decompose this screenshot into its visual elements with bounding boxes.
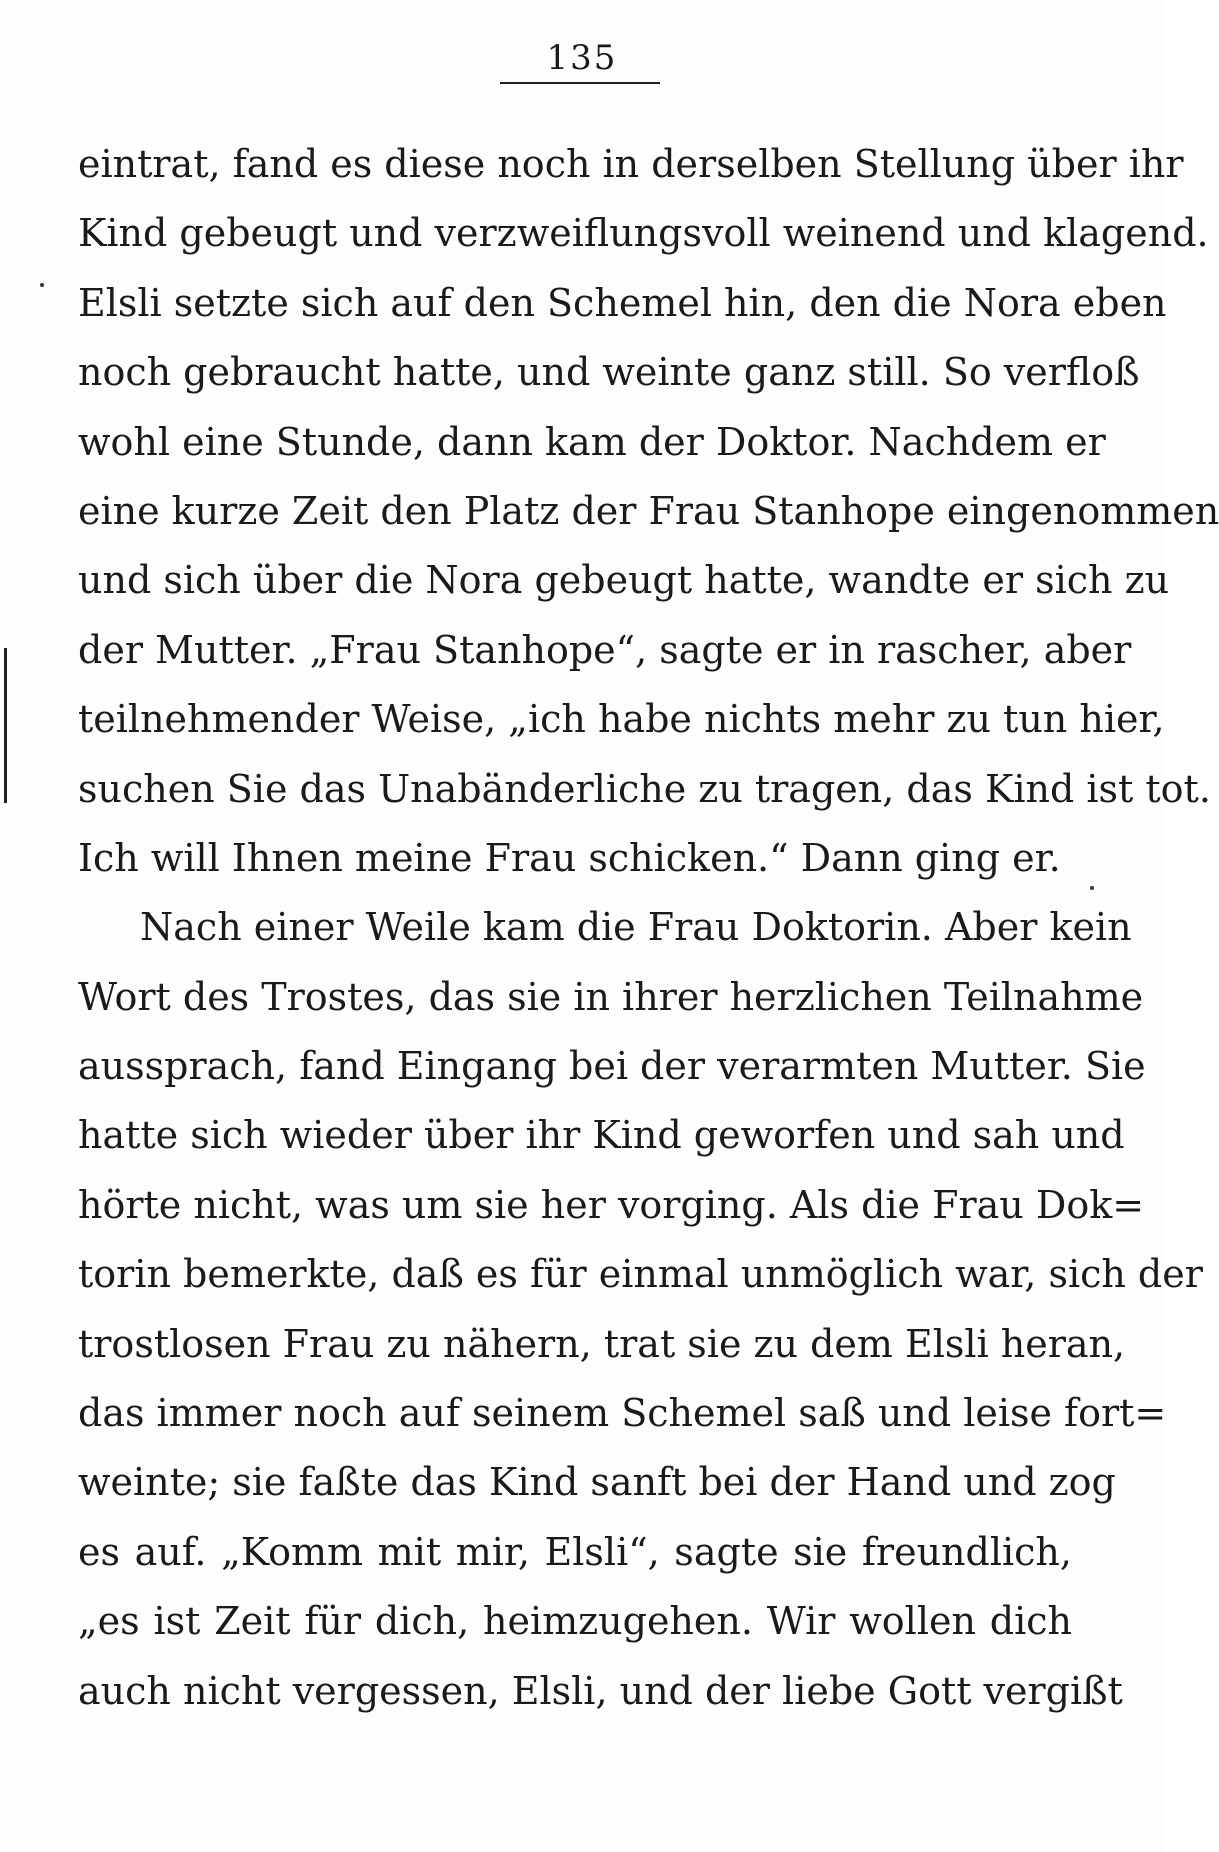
text-line: das immer noch auf seinem Schemel saß und leise fort= [78,1391,1167,1436]
text-line: torin bemerkte, daß es für einmal unmöglich war, sich der [78,1252,1203,1297]
body-text [78,130,1219,1726]
text-line: eine kurze Zeit den Platz der Frau Stanhope eingenommen [78,488,1219,533]
text-line: noch gebraucht hatte, und weinte ganz still. So verfloß [78,350,1140,395]
text-line: auch nicht vergessen, Elsli, und der liebe Gott vergißt [78,1668,1123,1713]
page-number-rule [500,82,660,84]
text-line: „es ist Zeit für dich, heimzugehen. Wir wollen dich [78,1599,1072,1644]
text-line: Nach einer Weile kam die Frau Doktorin. Aber kein [140,905,1132,950]
text-line: Elsli setzte sich auf den Schemel hin, den die Nora eben [78,280,1167,325]
text-line: und sich über die Nora gebeugt hatte, wandte er sich zu [78,558,1170,603]
text-line: aussprach, fand Eingang bei der verarmten Mutter. Sie [78,1044,1146,1089]
text-line: Wort des Trostes, das sie in ihrer herzlichen Teilnahme [78,974,1144,1019]
text-line: teilnehmender Weise, „ich habe nichts mehr zu tun hier, [78,697,1165,742]
page-number: 135 [546,38,618,78]
text-line: es auf. „Komm mit mir, Elsli“, sagte sie freundlich, [78,1529,1072,1574]
text-line: suchen Sie das Unabänderliche zu tragen, das Kind ist tot. [78,766,1211,811]
text-line: hatte sich wieder über ihr Kind geworfen und sah und [78,1113,1125,1158]
text-line: eintrat, fand es diese noch in derselben Stellung über ihr [78,142,1184,186]
text-line: der Mutter. „Frau Stanhope“, sagte er in rascher, aber [78,627,1132,672]
print-speck [1090,886,1094,890]
margin-mark [4,648,7,803]
text-line: wohl eine Stunde, dann kam der Doktor. Nachdem er [78,419,1106,464]
text-line: trostlosen Frau zu nähern, trat sie zu dem Elsli heran, [78,1321,1126,1366]
text-line: weinte; sie faßte das Kind sanft bei der Hand und zog [78,1460,1116,1505]
print-speck [40,283,44,287]
text-line: Ich will Ihnen meine Frau schicken.“ Dann ging er. [78,835,1061,880]
text-line: Kind gebeugt und verzweiflungsvoll weinend und klagend. [78,211,1209,256]
text-line: hörte nicht, was um sie her vorging. Als die Frau Dok= [78,1182,1145,1227]
